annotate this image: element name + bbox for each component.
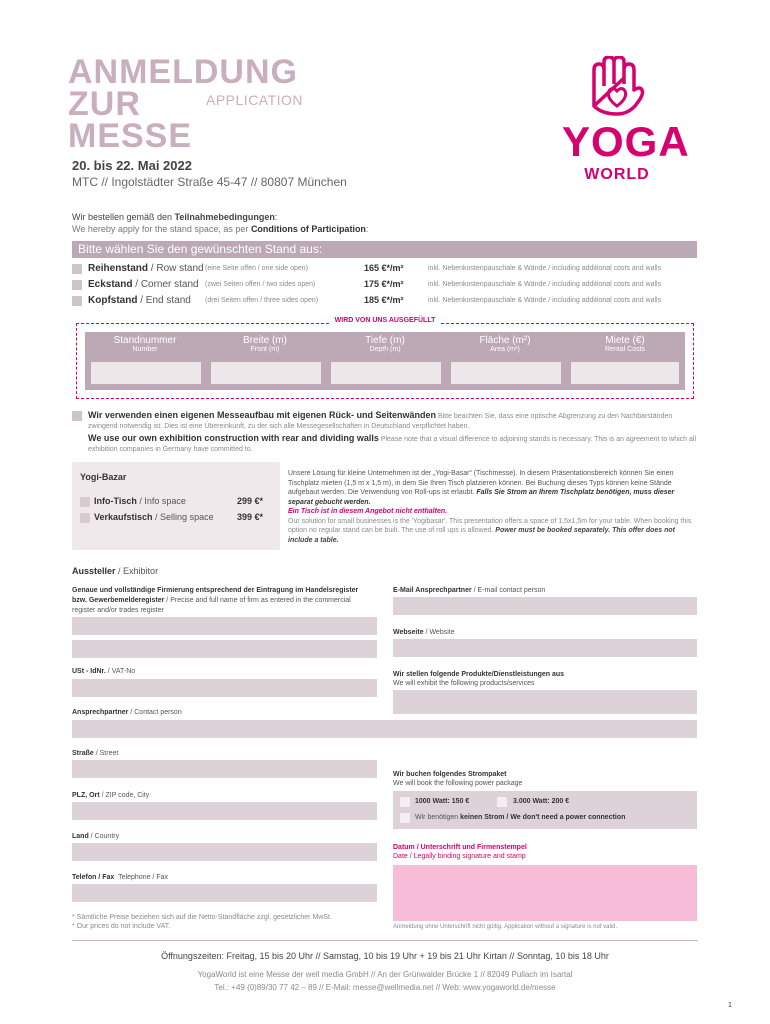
stand-heading: Bitte wählen Sie den gewünschten Stand aus: [78,242,323,256]
opening-hours: Öffnungszeiten: Freitag, 15 bis 20 Uhr // Samstag, 10 bis 19 Uhr + 19 bis 21 Uhr Kirtan // Sonntag, 10 bis 18 Uhr [161,951,609,961]
country-field[interactable] [72,843,377,861]
own-construction-en: We use our own exhibition construction with rear and dividing walls Please note that a visual difference to adjoining stands is necessary. This is an agreement to which all exhibition companies in Germany have committed to. [88,433,697,453]
event-date: 20. bis 22. Mai 2022 [72,158,192,173]
street-label: Straße / Street [72,750,119,757]
contact-person-label: Ansprechpartner / Contact person [72,709,182,716]
logo-yoga: YOGA [562,118,690,165]
title-line1: ANMELDUNG [68,53,298,91]
exhibitor-heading: Aussteller / Exhibitor [72,566,159,576]
products-field[interactable] [393,690,697,714]
row-stand-checkbox[interactable] [72,264,82,274]
stand-option-row[interactable]: Reihenstand / Row stand (eine Seite offen / one side open) 165 €*/m² inkl. Nebenkostenpauschale & Wände / including additional costs and walls [72,263,697,277]
logo-world: WORLD [584,166,650,183]
no-power-checkbox[interactable] [400,813,410,823]
column-number: Standnummer Number [113,335,177,353]
hamsa-hand-icon [582,56,652,118]
stand-number-field[interactable] [91,362,201,384]
column-rental: Miete (€) Rental Costs [604,335,646,353]
footer-divider [72,940,698,941]
intro-de: Wir bestellen gemäß den Teilnahmebedingungen: [72,212,278,222]
own-construction-checkbox[interactable] [72,411,82,421]
street-field[interactable] [72,760,377,778]
company-name-field[interactable] [72,617,377,635]
organizer-info: YogaWorld ist eine Messe der well media GmbH // An der Grünwalder Brücke 1 // 82049 Pullach im Isartal [197,970,573,979]
phone-fax-label: Telefon / Fax Telephone / Fax [72,874,168,881]
stand-details-table [85,332,685,390]
email-label: E-Mail Ansprechpartner / E-mail contact person [393,587,546,594]
contact-person-field[interactable] [72,720,697,738]
stand-heading-bar [72,241,697,258]
stand-option-end[interactable]: Kopfstand / End stand (drei Seiten offen / three sides open) 185 €*/m² inkl. Nebenkostenpauschale & Wände / including additional costs and walls [72,295,697,309]
column-front: Breite (m) Front (m) [243,335,287,353]
intro-en: We hereby apply for the stand space, as per Conditions of Participation: [72,224,369,234]
country-label: Land / Country [72,833,120,840]
power-1000w-checkbox[interactable] [400,797,410,807]
vat-field[interactable] [72,679,377,697]
filled-by-organizer-box [76,317,694,399]
area-field[interactable] [451,362,561,384]
company-name-field-2[interactable] [72,640,377,658]
contact-info: Tel.: +49 (0)89/30 77 42 – 89 // E-Mail: messe@wellmedia.net // Web: www.yogaworld.de/messe [214,983,556,992]
rental-field[interactable] [571,362,679,384]
info-space-checkbox[interactable] [80,497,90,507]
phone-fax-field[interactable] [72,884,377,902]
power-package-box: 1000 Watt: 150 € 3.000 Watt: 200 € Wir benötigen keinen Strom / We don't need a power connection [393,791,697,829]
products-label: Wir stellen folgende Produkte/Dienstleistungen aus We will exhibit the following products/services [393,671,565,687]
form-subtitle: APPLICATION [206,92,304,108]
page-number: 1 [728,1002,732,1009]
signature-note: Anmeldung ohne Unterschrift nicht gültig. Application without a signature is not valid. [393,924,618,930]
own-construction-de: Wir verwenden einen eigenen Messeaufbau mit eigenen Rück- und Seitenwänden Bitte beachten Sie, dass eine optische Abgrenzung zu den Nachbarständen zwingend notwendig ist. Dies ist eine Übereinkunft, zu der sich alle Messegesellschaften in Deutschland verpflichtet haben. [88,410,673,430]
title-line2: ZUR [68,85,141,123]
website-label: Webseite / Website [393,629,455,636]
end-stand-checkbox[interactable] [72,296,82,306]
zip-city-field[interactable] [72,802,377,820]
selling-space-checkbox[interactable] [80,513,90,523]
bazar-description: Unsere Lösung für kleine Unternehmen ist der „Yogi-Basar“ (Tischmesse). In diesem Präsentationsbereich können Sie einen Tischplatz mieten (1,5 m x 1,5 m), in dem Sie Ihren Tisch platzieren können. Bei Buchung dieses Typs können keine Stände aufgebaut werden. Die Verwendung von Roll-ups ist erlaubt. Falls Sie Strom an Ihrem Tischplatz benötigen, muss dieser separat gebucht werden. Ein Tisch ist in diesem Angebot nicht enthalten. Our solution for small businesses is the 'Yogibasar'. This presentation offers a space of 1,5x1,5m for your table. When booking this option no regular stand can be built. The use of roll ups is allowed. Power must be booked separately. This offer does not include a table. [288,470,692,544]
zip-city-label: PLZ, Ort / ZIP code, City [72,792,150,799]
vat-label: USt - IdNr. / VAT-No [72,668,136,675]
column-area: Fläche (m²) Area (m²) [479,335,531,353]
power-3000w-checkbox[interactable] [497,797,507,807]
bazar-title: Yogi-Bazar [80,472,127,482]
yoga-world-logo [562,56,690,191]
website-field[interactable] [393,639,697,657]
company-name-label: Genaue und vollständige Firmierung entsprechend der Eintragung im Handelsregister bzw. Gewerbemelderegister / Precise and full name of firm as entered in the commercial register and/or trades register [72,587,359,614]
stand-option-corner[interactable]: Eckstand / Corner stand (zwei Seiten offen / two sides open) 175 €*/m² inkl. Nebenkostenpauschale & Wände / including additional costs and walls [72,279,697,293]
vat-footnote: * Sämtliche Preise beziehen sich auf die Netto-Standfläche zzgl. gesetzlicher MwSt. * Our prices do not include VAT. [72,914,332,930]
front-field[interactable] [211,362,321,384]
signature-field[interactable] [393,865,697,921]
email-field[interactable] [393,597,697,615]
title-line3: MESSE [68,117,193,155]
event-location: MTC // Ingolstädter Straße 45-47 // 80807 München [72,175,347,189]
signature-label: Datum / Unterschrift und Firmenstempel Date / Legally binding signature and stamp [393,844,527,860]
yogi-bazar-panel: Yogi-Bazar Info-Tisch / Info space 299 €* Verkaufstisch / Selling space 399 €* [72,462,280,550]
power-label: Wir buchen folgendes Strompaket We will book the following power package [393,771,523,787]
depth-field[interactable] [331,362,441,384]
filled-notice: WIRD VON UNS AUSGEFÜLLT [331,317,440,324]
column-depth: Tiefe (m) Depth (m) [365,335,405,353]
corner-stand-checkbox[interactable] [72,280,82,290]
